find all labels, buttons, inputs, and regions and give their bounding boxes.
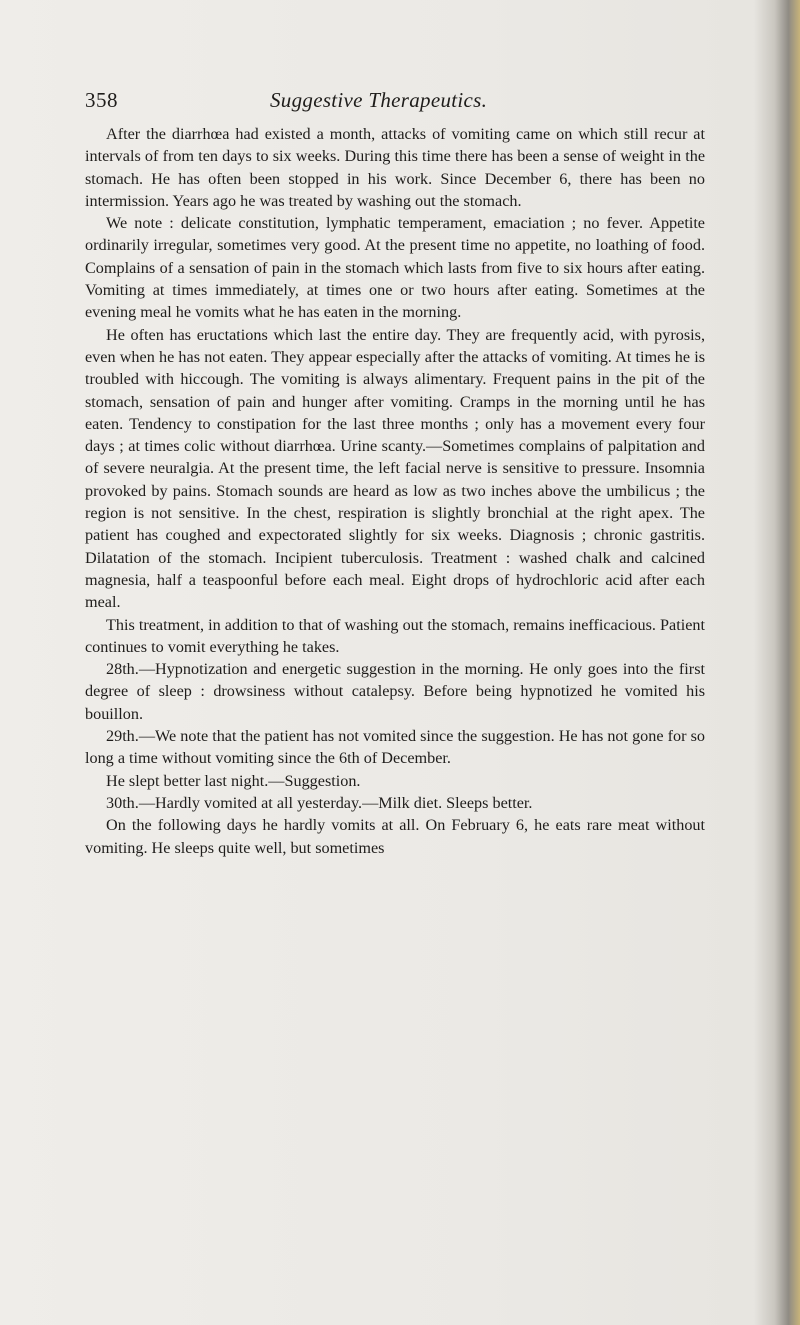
paragraph: We note : delicate constitution, lymphatic temperament, emaciation ; no fever. Appetite ordinarily irregular, sometimes very good. At the present time no appetite, no loathing of food. Complains of a sensation of pain in the stomach which lasts from five to six hours after eating. Vomiting at times immediately, at times one or two hours after eating. Sometimes at the evening meal he vomits what he has eaten in the morning. (85, 214, 705, 322)
paragraph: After the diarrhœa had existed a month, attacks of vomiting came on which still recur at intervals of from ten days to six weeks. During this time there has been a sense of weight in the stomach. He has often been stopped in his work. Since December 6, there has been no intermission. Years ago he was treated by washing out the stomach. (85, 125, 705, 210)
page-number: 358 (85, 88, 118, 112)
paragraph: He often has eructations which last the entire day. They are frequently acid, with pyrosis, even when he has not eaten. They appear especially after the attacks of vomiting. At times he is troubled with hiccough. The vomiting is always alimentary. Frequent pains in the pit of the stomach, sensation of pain and hunger after vomiting. Cramps in the morning until he has eaten. Tendency to constipation for the last three months ; only has a movement every four days ; at times colic without diarrhœa. Urine scanty.—Sometimes complains of palpitation and of severe neuralgia. At the present time, the left facial nerve is sensitive to pressure. Insomnia provoked by pains. Stomach sounds are heard as low as two inches above the umbilicus ; the region is not sensitive. In the chest, respiration is slightly bronchial at the right apex. The patient has coughed and expectorated slightly for six weeks. Diagnosis ; chronic gastritis. Dilatation of the stomach. Incipient tuberculosis. Treatment : washed chalk and calcined magnesia, half a teaspoonful before each meal. Eight drops of hydrochloric acid after each meal. (85, 325, 705, 612)
paragraph: 28th.—Hypnotization and energetic suggestion in the morning. He only goes into the first degree of sleep : drowsiness without catalepsy. Before being hypnotized he vomited his bouillon. (85, 660, 705, 723)
paragraph: He slept better last night.—Suggestion. (106, 771, 361, 790)
paragraph: On the following days he hardly vomits at all. On February 6, he eats rare meat without vomiting. He sleeps quite well, but sometimes (85, 816, 705, 857)
running-title: Suggestive Therapeutics. (270, 88, 488, 112)
paragraph: 30th.—Hardly vomited at all yesterday.—Milk diet. Sleeps better. (106, 793, 533, 812)
page-header (85, 88, 705, 118)
paragraph: 29th.—We note that the patient has not vomited since the suggestion. He has not gone for so long a time without vomiting since the 6th of December. (85, 727, 705, 768)
body-text (85, 123, 705, 859)
paragraph: This treatment, in addition to that of washing out the stomach, remains inefficacious. Patient continues to vomit everything he takes. (85, 615, 705, 656)
page-edge-shadow (754, 0, 800, 1325)
